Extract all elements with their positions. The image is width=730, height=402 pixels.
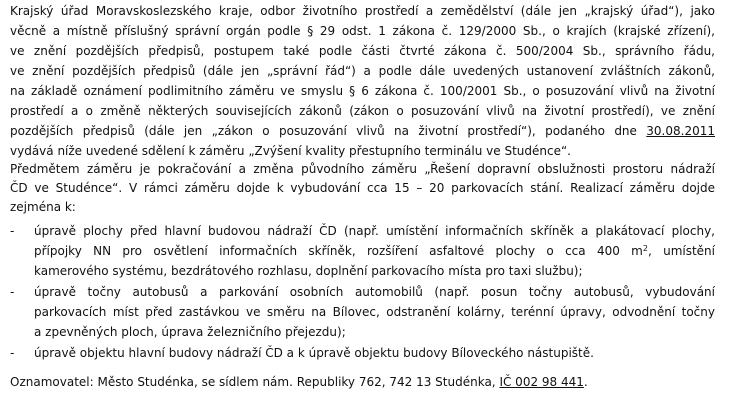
purpose-line-1: Předmětem záměru je pokračování a změna původního záměru „Řešení dopravní obslužnosti prostoru nádraží — [10, 162, 715, 176]
intro-line-2: věcně a místně příslušný správní orgán podle § 29 odst. 1 zákona č. 129/2000 Sb., o krajích (krajské zřízení), — [10, 24, 715, 38]
item1-line-2 — [34, 243, 715, 259]
item2-line-1: úpravě točny autobusů a parkování osobních automobilů (např. posun točny autobusů, vybudování — [34, 285, 715, 299]
item3-line-1: úpravě objektu hlavní budovy nádraží ČD a k úpravě objektu budovy Bíloveckého nástupiště. — [34, 346, 594, 360]
intro-line-7-text: pozdějších předpisů (dále jen „zákon o posuzování vlivů na životní prostředí“), podaného dne — [10, 124, 647, 138]
intro-line-6: prostředí a o změně některých souvisejících zákonů (zákon o posuzování vlivů na životní prostředí), ve znění — [10, 104, 715, 118]
bullet-marker: - — [10, 285, 15, 299]
intro-line-5: na základě oznámení podlimitního záměru ve smyslu § 6 zákona č. 100/2001 Sb., o posuzování vlivů na životní — [10, 84, 715, 98]
item2-line-3: a zpevněných ploch, úprava železničního přejezdu); — [34, 325, 346, 339]
intro-line-1: Krajský úřad Moravskoslezského kraje, odbor životního prostředí a zemědělství (dále jen „krajský úřad“), jako — [10, 4, 715, 18]
bullet-marker: - — [10, 224, 15, 238]
intro-line-3: ve znění pozdějších předpisů, postupem také podle části čtvrté zákona č. 500/2004 Sb., správního řádu, — [10, 44, 715, 58]
intro-line-7 — [10, 123, 715, 139]
announcer-end: . — [583, 375, 588, 389]
area-unit-superscript: 2 — [642, 244, 648, 253]
purpose-line-3: zejména k: — [10, 200, 76, 214]
company-id: IČ 002 98 441 — [499, 375, 584, 389]
announcer-text: Oznamovatel: Město Studénka, se sídlem nám. Republiky 762, 742 13 Studénka, — [10, 375, 500, 389]
item2-line-2: parkovacích míst před zastávkou ve směru na Bílovec, odstranění kolárny, terénní úpravy, odvodnění točny — [34, 305, 715, 319]
item1-line-1: úpravě plochy před hlavní budovou nádraží ČD (např. umístění informačních skříněk a plakátovací plochy, — [34, 224, 715, 238]
announcer-line — [10, 374, 715, 390]
item1-line-3: kamerového systému, bezdrátového rozhlasu, doplnění parkovacího místa pro taxi službu); — [34, 264, 583, 278]
intro-line-4: ve znění pozdějších předpisů (dále jen „správní řád“) a podle dále uvedených ustanovení zvláštních zákonů, — [10, 64, 715, 78]
item1-line-2-text: přípojky NN pro osvětlení informačních skříněk, rozšíření asfaltové plochy o cca 400 m — [34, 244, 643, 258]
submission-date: 30.08.2011 — [646, 124, 715, 138]
bullet-marker: - — [10, 346, 15, 360]
intro-line-8: vydává níže uvedené sdělení k záměru „Zvýšení kvality přestupního terminálu ve Studénce“. — [10, 144, 571, 158]
purpose-line-2: ČD ve Studénce“. V rámci záměru dojde k vybudování cca 15 – 20 parkovacích stání. Realizací záměru dojde — [10, 181, 715, 195]
item1-line-2-tail: , umístění — [647, 244, 715, 258]
